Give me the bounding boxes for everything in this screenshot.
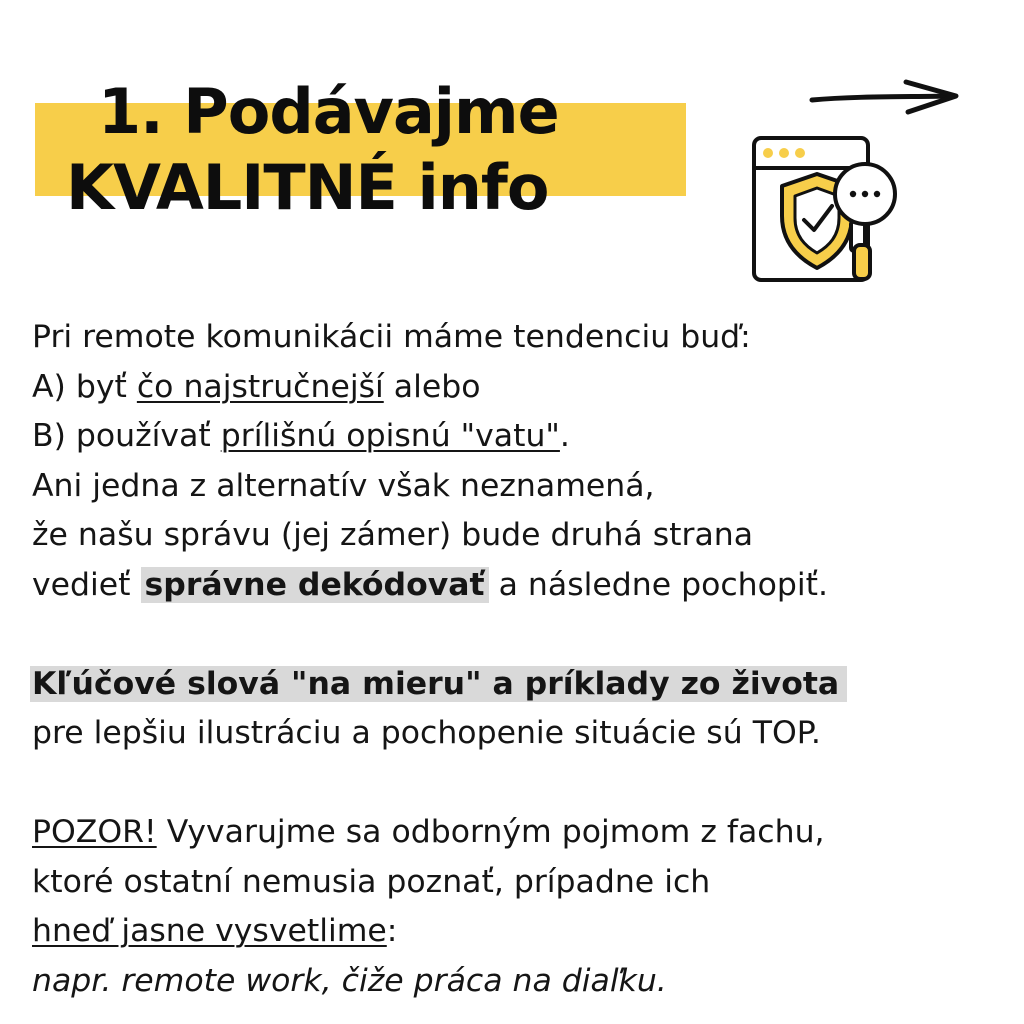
title-line-1: 1. Podávajme [98,75,559,148]
p1-line2: A) byť čo najstručnejší alebo [32,368,481,405]
p3-line1: POZOR! Vyvarujme sa odborným pojmom z fachu, [32,814,825,850]
right-arrow-icon [806,74,966,124]
p3-line4-example: napr. remote work, čiže práca na diaľku. [32,962,667,999]
underlined-phrase: hneď jasne vysvetlime [32,913,387,949]
highlighted-phrase: správne dekódovať [141,567,489,603]
p3-line2: ktoré ostatní nemusia poznať, prípadne ich [32,863,711,900]
p1-line4: Ani jedna z alternatív však neznamená, [32,467,655,504]
page-title [66,74,559,226]
warning-label: POZOR! [32,814,157,850]
p3-line3: hneď jasne vysvetlime: [32,913,398,949]
p2-line2: pre lepšiu ilustráciu a pochopenie situácie sú TOP. [32,715,821,751]
secure-browser-shield-magnifier-icon [748,132,908,292]
underlined-phrase: prílišnú opisnú "vatu" [220,418,560,454]
p1-line5: že našu správu (jej zámer) bude druhá strana [32,517,754,553]
body-text [32,313,1012,1006]
p2-line1 [32,660,1012,710]
p1-line6: vedieť správne dekódovať a následne pochopiť. [32,566,829,603]
p1-line1: Pri remote komunikácii máme tendenciu buď: [32,319,751,355]
highlighted-phrase: Kľúčové slová "na mieru" a príklady zo života [30,666,847,702]
p1-line3: B) používať prílišnú opisnú "vatu". [32,418,570,454]
title-line-2: KVALITNÉ info [66,151,549,224]
underlined-phrase: čo najstručnejší [136,368,384,405]
